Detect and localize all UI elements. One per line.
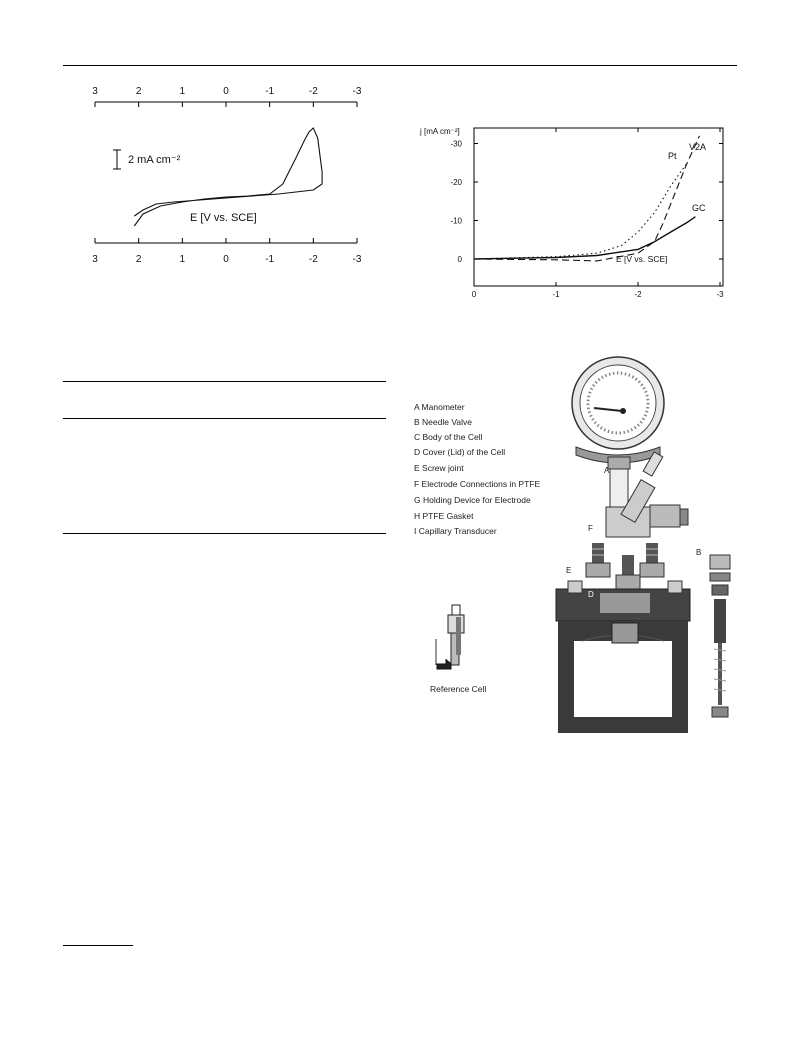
x-tick-label-bottom: 1 bbox=[179, 254, 186, 265]
series-line-v2a bbox=[474, 136, 700, 261]
x-tick-label-top: 3 bbox=[92, 86, 98, 97]
table-bottom-rule bbox=[63, 533, 386, 534]
y-tick-label: -30 bbox=[450, 139, 462, 149]
scale-bar-label: 2 mA cm⁻² bbox=[128, 154, 181, 166]
table-top-rule bbox=[63, 381, 386, 382]
header-rule bbox=[63, 65, 737, 66]
x-tick-label-top: -1 bbox=[265, 86, 275, 97]
y-tick-label: 0 bbox=[457, 255, 462, 264]
polarization-chart bbox=[418, 118, 738, 303]
table-header-rule bbox=[63, 418, 386, 419]
x-tick-label: -1 bbox=[552, 290, 560, 299]
reference-cell-drawing bbox=[432, 603, 482, 675]
part-letter: A bbox=[604, 466, 610, 475]
part-letter: G bbox=[606, 660, 613, 669]
x-axis-label: E [V vs. SCE] bbox=[616, 254, 668, 264]
x-tick-label: -3 bbox=[716, 290, 724, 299]
series-line-pt bbox=[474, 163, 687, 259]
legend-item: I Capillary Transducer bbox=[414, 526, 497, 536]
part-letter: D bbox=[588, 590, 594, 599]
legend-item: A Manometer bbox=[414, 402, 465, 412]
x-tick-label-bottom: 2 bbox=[135, 254, 142, 265]
x-tick-label-bottom: -3 bbox=[352, 254, 362, 265]
y-tick-label: -10 bbox=[450, 216, 462, 226]
legend-item: C Body of the Cell bbox=[414, 432, 483, 442]
legend-item: B Needle Valve bbox=[414, 417, 472, 427]
series-label-v2a: V2A bbox=[689, 142, 707, 152]
x-tick-label-top: 1 bbox=[179, 86, 186, 97]
series-label-gc: GC bbox=[692, 203, 706, 213]
x-tick-label-top: -3 bbox=[352, 86, 362, 97]
x-tick-label-top: 0 bbox=[223, 86, 229, 97]
y-tick-label: -20 bbox=[450, 178, 462, 187]
series-line-gc bbox=[474, 217, 695, 259]
part-letter: E bbox=[566, 566, 572, 575]
scale-bar bbox=[113, 150, 121, 169]
x-tick-label-bottom: 0 bbox=[223, 254, 229, 265]
legend-item: F Electrode Connections in PTFE bbox=[414, 479, 541, 489]
part-letter: H bbox=[636, 668, 642, 677]
x-tick-label: 0 bbox=[471, 290, 477, 299]
x-tick-label: -2 bbox=[634, 290, 642, 299]
x-tick-label-bottom: -1 bbox=[265, 254, 275, 265]
x-tick-label-top: -2 bbox=[308, 86, 318, 97]
legend-item: H PTFE Gasket bbox=[414, 511, 474, 521]
part-letter: B bbox=[696, 548, 702, 557]
footnote-rule bbox=[63, 945, 133, 946]
reference-cell-label: Reference Cell bbox=[430, 684, 487, 694]
y-axis-label: j [mA cm⁻²] bbox=[420, 127, 460, 136]
legend-item: D Cover (Lid) of the Cell bbox=[414, 447, 506, 457]
part-letter: F bbox=[588, 524, 593, 533]
x-tick-label-bottom: -2 bbox=[308, 254, 318, 265]
pressure-cell-drawing bbox=[548, 345, 738, 735]
x-tick-label-top: 2 bbox=[135, 86, 142, 97]
legend-item: E Screw joint bbox=[414, 463, 464, 473]
legend-item: G Holding Device for Electrode bbox=[414, 495, 531, 505]
cv-chart bbox=[75, 80, 375, 270]
apparatus-figure bbox=[408, 345, 738, 735]
x-tick-label-bottom: 3 bbox=[92, 254, 98, 265]
cv-x-axis-label: E [V vs. SCE] bbox=[190, 212, 257, 224]
cell-body bbox=[558, 621, 688, 733]
series-label-pt: Pt bbox=[668, 151, 677, 161]
part-letter: C bbox=[628, 708, 634, 717]
